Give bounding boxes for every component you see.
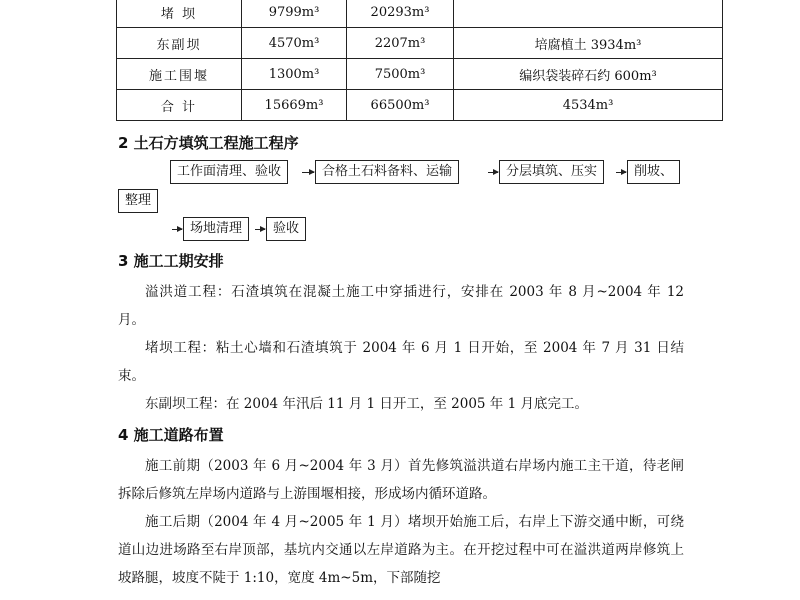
table-cell: 20293m³ xyxy=(347,0,454,28)
earthwork-volume-table xyxy=(116,0,723,121)
paragraph: 溢洪道工程：石渣填筑在混凝土施工中穿插进行，安排在 2003 年 8 月~2004 年 12 月。 xyxy=(118,284,684,328)
table-cell: 9799m³ xyxy=(242,0,347,28)
section-heading: 3 施工工期安排 xyxy=(118,252,224,270)
table-cell: 合 计 xyxy=(117,90,242,121)
paragraph: 施工前期（2003 年 6 月~2004 年 3 月）首先修筑溢洪道右岸场内施工主干道，待老闸拆除后修筑左岸场内道路与上游围堰相接，形成场内循环道路。 xyxy=(118,458,684,502)
table-cell: 4534m³ xyxy=(454,90,723,121)
flow-step: 场地清理 xyxy=(183,217,249,241)
table-cell: 堵 坝 xyxy=(117,0,242,28)
paragraph: 堵坝工程：粘土心墙和石渣填筑于 2004 年 6 月 1 日开始，至 2004 年 7 月 31 日结束。 xyxy=(118,340,684,384)
table-row xyxy=(117,90,723,121)
flow-step: 验收 xyxy=(266,217,306,241)
flow-step: 整理 xyxy=(118,189,158,213)
flow-arrow xyxy=(255,229,265,230)
flow-arrow xyxy=(616,172,626,173)
table-row xyxy=(117,28,723,59)
table-cell: 66500m³ xyxy=(347,90,454,121)
flow-arrow xyxy=(302,172,314,173)
table-cell: 1300m³ xyxy=(242,59,347,90)
flow-step: 合格土石料备料、运输 xyxy=(315,160,459,184)
flow-step: 削坡、 xyxy=(627,160,680,184)
paragraph: 施工后期（2004 年 4 月~2005 年 1 月）堵坝开始施工后，右岸上下游交通中断，可绕道山边进场路至右岸顶部，基坑内交通以左岸道路为主。在开挖过程中可在溢洪道两岸修筑上坡路腿，坡度不陡于 1:10，宽度 4m~5m，下部随挖 xyxy=(118,514,684,586)
table-cell: 东副坝 xyxy=(117,28,242,59)
table-cell: 15669m³ xyxy=(242,90,347,121)
table-cell: 培腐植土 3934m³ xyxy=(454,28,723,59)
section-heading: 4 施工道路布置 xyxy=(118,426,224,444)
flow-step: 分层填筑、压实 xyxy=(499,160,604,184)
table-cell: 编织袋装碎石约 600m³ xyxy=(454,59,723,90)
table-row xyxy=(117,59,723,90)
table-row xyxy=(117,0,723,28)
table-cell: 7500m³ xyxy=(347,59,454,90)
table-cell xyxy=(454,0,723,28)
table-cell: 4570m³ xyxy=(242,28,347,59)
paragraph: 东副坝工程：在 2004 年汛后 11 月 1 日开工，至 2005 年 1 月底完工。 xyxy=(145,396,588,412)
section-heading: 2 土石方填筑工程施工程序 xyxy=(118,134,299,152)
flow-step: 工作面清理、验收 xyxy=(170,160,288,184)
table-cell: 2207m³ xyxy=(347,28,454,59)
table-cell: 施工围堰 xyxy=(117,59,242,90)
flow-arrow xyxy=(488,172,498,173)
flow-arrow xyxy=(172,229,182,230)
